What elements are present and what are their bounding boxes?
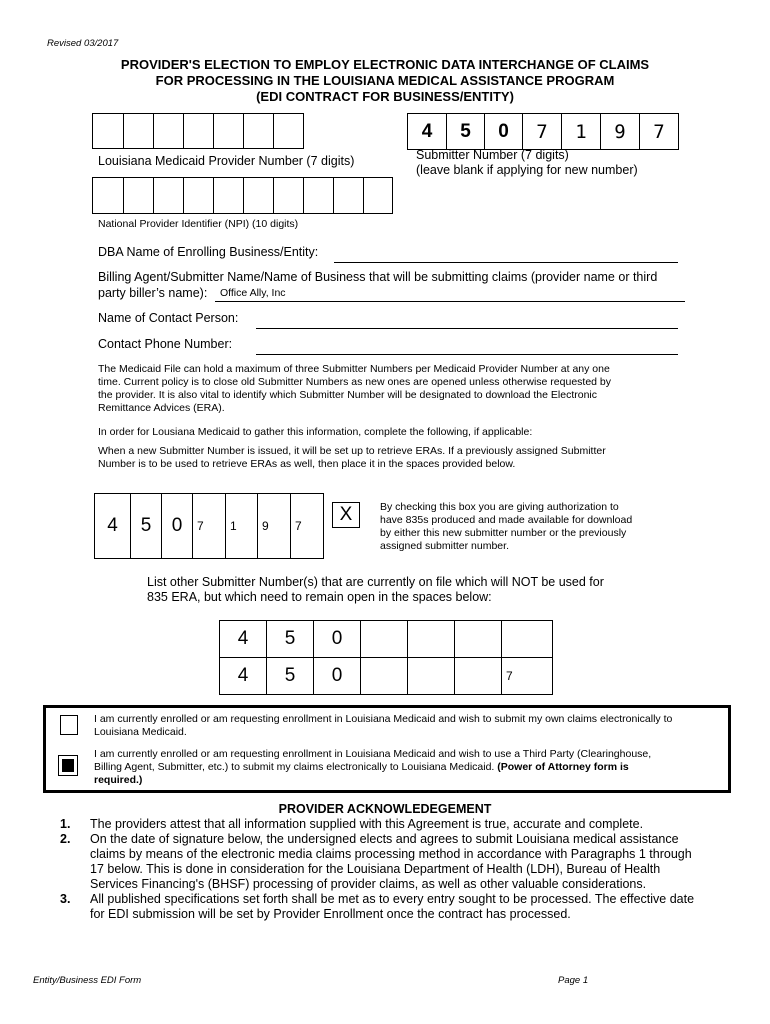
submitter-digit[interactable]: 7	[639, 114, 678, 149]
ack2-line: Services Financing's (BHSF) processing of provider claims, as well as other valuable considerations.	[90, 877, 647, 891]
ack-number-3: 3.	[60, 892, 71, 906]
submitter-digit[interactable]: 5	[446, 114, 484, 149]
info-p1-line: the provider. It is also vital to identify which Submitter Number will be designated to download the Electronic	[98, 389, 598, 401]
npi-digit[interactable]	[243, 178, 273, 213]
npi-digit[interactable]	[213, 178, 243, 213]
info-p3-line: When a new Submitter Number is issued, it will be set up to retrieve ERAs. If a previously assigned Submitter	[98, 445, 606, 457]
opt1-line: Louisiana Medicaid.	[94, 726, 187, 738]
npi-digit[interactable]	[123, 178, 153, 213]
provider-digit[interactable]	[93, 114, 123, 148]
other-submitters-label	[147, 575, 604, 605]
era-digit[interactable]: 4	[107, 515, 118, 536]
npi-digit[interactable]	[273, 178, 303, 213]
provider-digit[interactable]	[183, 114, 213, 148]
submitter-label-line-1: Submitter Number (7 digits)	[416, 148, 569, 162]
enrollment-option-1-text	[94, 713, 672, 739]
era-authorization-text	[380, 501, 632, 553]
acknowledgement-heading: PROVIDER ACKNOWLEDEGEMENT	[278, 802, 492, 816]
npi-digit[interactable]	[363, 178, 392, 213]
ack-item-3	[90, 892, 694, 922]
footer-form-name: Entity/Business EDI Form	[33, 975, 142, 986]
other-digit[interactable]	[455, 658, 502, 695]
other-digit[interactable]	[455, 621, 502, 658]
ack2-line: On the date of signature below, the undersigned elects and agrees to submit Louisiana medical assistance	[90, 832, 679, 846]
submitter-number-label	[416, 148, 638, 178]
other-digit[interactable]: 0	[314, 621, 361, 658]
ack3-line: for EDI submission will be set by Provider Enrollment once the contract has processed.	[90, 907, 571, 921]
auth-line: By checking this box you are giving authorization to	[380, 501, 619, 513]
npi-label: National Provider Identifier (NPI) (10 digits)	[98, 218, 299, 230]
opt2-line: I am currently enrolled or am requesting enrollment in Louisiana Medicaid and wish to use a Third Party (Clearinghouse,	[94, 748, 652, 760]
ack3-line: All published specifications set forth shall be met as to every entry sought to be processed. The effective date	[90, 892, 695, 906]
submitter-digit[interactable]: 7	[522, 114, 561, 149]
ack-number-2: 2.	[60, 832, 71, 846]
billing-field[interactable]	[215, 287, 685, 302]
provider-digit[interactable]	[243, 114, 273, 148]
provider-digit[interactable]	[123, 114, 153, 148]
other-digit[interactable]: 5	[267, 658, 314, 695]
info-p1-line: The Medicaid File can hold a maximum of three Submitter Numbers per Medicaid Provider Number at any one	[98, 363, 610, 375]
other-digit[interactable]	[408, 658, 455, 695]
opt2-text: Billing Agent, Submitter, etc.) to submit my claims electronically to Louisiana Medicaid.	[94, 761, 495, 773]
table-row	[220, 621, 553, 658]
other-digit[interactable]: 4	[220, 658, 267, 695]
opt1-line: I am currently enrolled or am requesting enrollment in Louisiana Medicaid and wish to submit my own claims electronically to	[94, 713, 673, 725]
phone-field[interactable]	[256, 354, 678, 355]
info-p3-line: Number is to be used to retrieve ERAs as well, then place it in the spaces provided below.	[98, 458, 516, 470]
other-digit[interactable]: 5	[267, 621, 314, 658]
era-digit[interactable]: 0	[161, 494, 192, 558]
npi-digit[interactable]	[333, 178, 363, 213]
dba-label: DBA Name of Enrolling Business/Entity:	[98, 245, 319, 259]
submitter-digit[interactable]: 9	[600, 114, 639, 149]
submitter-digit[interactable]: 1	[561, 114, 600, 149]
table-row	[220, 658, 553, 695]
other-digit[interactable]	[361, 658, 408, 695]
auth-line: assigned submitter number.	[380, 540, 509, 552]
opt2-bold-text: (Power of Attorney form is	[497, 761, 629, 773]
npi-digit[interactable]	[93, 178, 123, 213]
submitter-label-line-2: (leave blank if applying for new number)	[416, 163, 638, 177]
submitter-digit[interactable]: 0	[484, 114, 522, 149]
dba-field[interactable]	[334, 262, 678, 263]
submitter-digit[interactable]: 4	[421, 120, 433, 142]
npi-grid[interactable]	[92, 177, 393, 214]
provider-number-grid[interactable]	[92, 113, 304, 149]
checked-mark-icon	[62, 759, 74, 772]
era-digit[interactable]: 7	[192, 494, 225, 558]
other-label-line: List other Submitter Number(s) that are currently on file which will NOT be used for	[147, 575, 604, 589]
other-digit[interactable]: 7	[502, 658, 553, 695]
info-paragraph-3	[98, 445, 606, 471]
billing-label-line-2: party biller’s name):	[98, 286, 208, 300]
provider-number-label: Louisiana Medicaid Provider Number (7 digits)	[98, 154, 355, 168]
other-digit[interactable]	[502, 621, 553, 658]
other-digit[interactable]	[408, 621, 455, 658]
other-digit[interactable]	[361, 621, 408, 658]
revised-date: Revised 03/2017	[47, 38, 119, 49]
info-paragraph-2: In order for Lousiana Medicaid to gather this information, complete the following, if applicable:	[98, 426, 533, 438]
title-line-1: PROVIDER'S ELECTION TO EMPLOY ELECTRONIC DATA INTERCHANGE OF CLAIMS	[120, 57, 650, 72]
era-submitter-grid[interactable]	[94, 493, 324, 559]
title-line-2: FOR PROCESSING IN THE LOUISIANA MEDICAL ASSISTANCE PROGRAM	[155, 73, 615, 88]
ack-item-1: The providers attest that all information supplied with this Agreement is true, accurate and complete.	[90, 817, 644, 831]
form-title	[0, 57, 770, 105]
era-authorization-checkbox[interactable]: X	[332, 502, 360, 528]
ack2-line: claims by means of the electronic media claims processing method in accordance with Paragraphs 1 through	[90, 847, 692, 861]
provider-digit[interactable]	[213, 114, 243, 148]
auth-line: by either this new submitter number or the previously	[380, 527, 627, 539]
npi-digit[interactable]	[153, 178, 183, 213]
contact-label: Name of Contact Person:	[98, 311, 239, 325]
other-label-line: 835 ERA, but which need to remain open in the spaces below:	[147, 590, 492, 604]
provider-digit[interactable]	[273, 114, 303, 148]
opt2-line	[94, 761, 651, 774]
opt2-line: required.)	[94, 774, 143, 786]
npi-digit[interactable]	[183, 178, 213, 213]
auth-line: have 835s produced and made available for download	[380, 514, 633, 526]
ack-number-1: 1.	[60, 817, 71, 831]
info-p1-line: time. Current policy is to close old Submitter Numbers as new ones are opened unless otherwise requested by	[98, 376, 612, 388]
era-digit[interactable]: 7	[290, 494, 323, 558]
title-line-3: (EDI CONTRACT FOR BUSINESS/ENTITY)	[256, 89, 514, 104]
phone-label: Contact Phone Number:	[98, 337, 233, 351]
other-submitters-table[interactable]	[219, 620, 553, 695]
enrollment-option-2-checkbox[interactable]	[58, 755, 78, 776]
ack2-line: 17 below. This is done in consideration for the Louisiana Department of Health (LDH), Bureau of Health	[90, 862, 661, 876]
era-digit[interactable]: 5	[130, 494, 161, 558]
billing-value: Office Ally, Inc	[220, 287, 286, 299]
enrollment-option-1-checkbox[interactable]	[60, 715, 78, 735]
ack-item-2	[90, 832, 692, 892]
other-digit[interactable]: 4	[220, 621, 267, 658]
info-paragraph-1	[98, 363, 611, 415]
era-digit[interactable]: 9	[257, 494, 290, 558]
submitter-number-grid[interactable]	[407, 113, 679, 150]
billing-label-line-1: Billing Agent/Submitter Name/Name of Business that will be submitting claims (provider name or third	[98, 270, 658, 284]
era-digit[interactable]: 1	[225, 494, 257, 558]
enrollment-option-2-text	[94, 748, 651, 787]
npi-digit[interactable]	[303, 178, 333, 213]
info-p1-line: Remittance Advices (ERA).	[98, 402, 225, 414]
contact-field[interactable]	[256, 328, 678, 329]
other-digit[interactable]: 0	[314, 658, 361, 695]
provider-digit[interactable]	[153, 114, 183, 148]
footer-page-number: Page 1	[558, 975, 589, 986]
